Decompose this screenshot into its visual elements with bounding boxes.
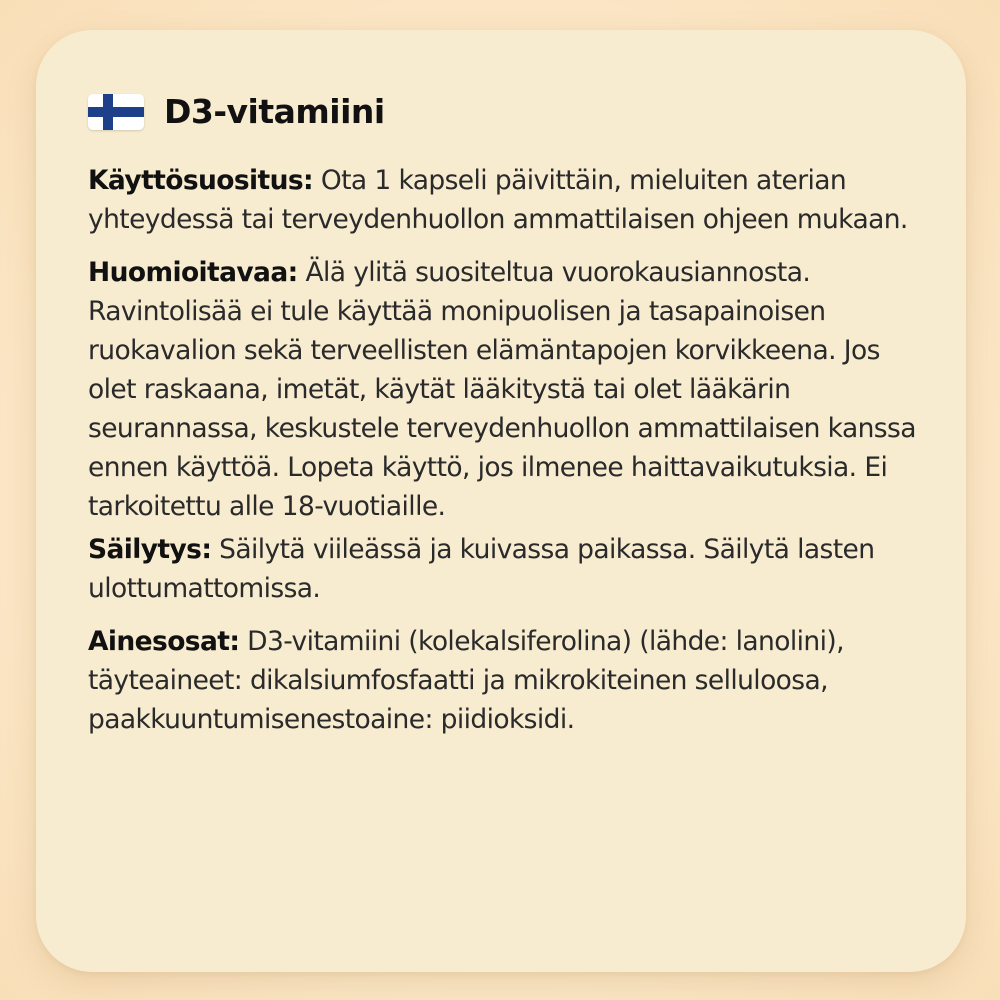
page-title: D3-vitamiini: [164, 92, 385, 131]
notes-label: Huomioitavaa:: [88, 257, 298, 288]
ingredients-text: D3-vitamiini (kolekalsiferolina) (lähde: lanolini), täyteaineet: dikalsiumfosfaatti ja mikrokiteinen selluloosa, paakkuuntumisenestoaine: piidioksidi.: [88, 626, 844, 735]
storage-section: [88, 530, 926, 608]
storage-text: Säilytä viileässä ja kuivassa paikassa. Säilytä lasten ulottumattomissa.: [88, 534, 875, 604]
finland-flag-icon: [88, 94, 144, 130]
ingredients-label: Ainesosat:: [88, 626, 240, 657]
usage-text: Ota 1 kapseli päivittäin, mieluiten aterian yhteydessä tai terveydenhuollon ammattilaisen ohjeen mukaan.: [88, 165, 908, 235]
info-card: [36, 30, 966, 972]
usage-section: [88, 161, 926, 239]
ingredients-section: [88, 622, 926, 739]
usage-label: Käyttösuositus:: [88, 165, 314, 196]
notes-text: Älä ylitä suositeltua vuorokausiannosta. Ravintolisää ei tule käyttää monipuolisen ja tasapainoisen ruokavalion sekä terveellisten elämäntapojen korvikkeena. Jos olet raskaana, imetät, käytät lääkitystä tai olet lääkärin seurannassa, keskustele terveydenhuollon ammattilaisen kanssa ennen käyttöä. Lopeta käyttö, jos ilmenee haittavaikutuksia. Ei tarkoitettu alle 18-vuotiaille.: [88, 257, 916, 522]
notes-section: [88, 253, 926, 526]
card-header: [88, 92, 926, 131]
storage-label: Säilytys:: [88, 534, 212, 565]
